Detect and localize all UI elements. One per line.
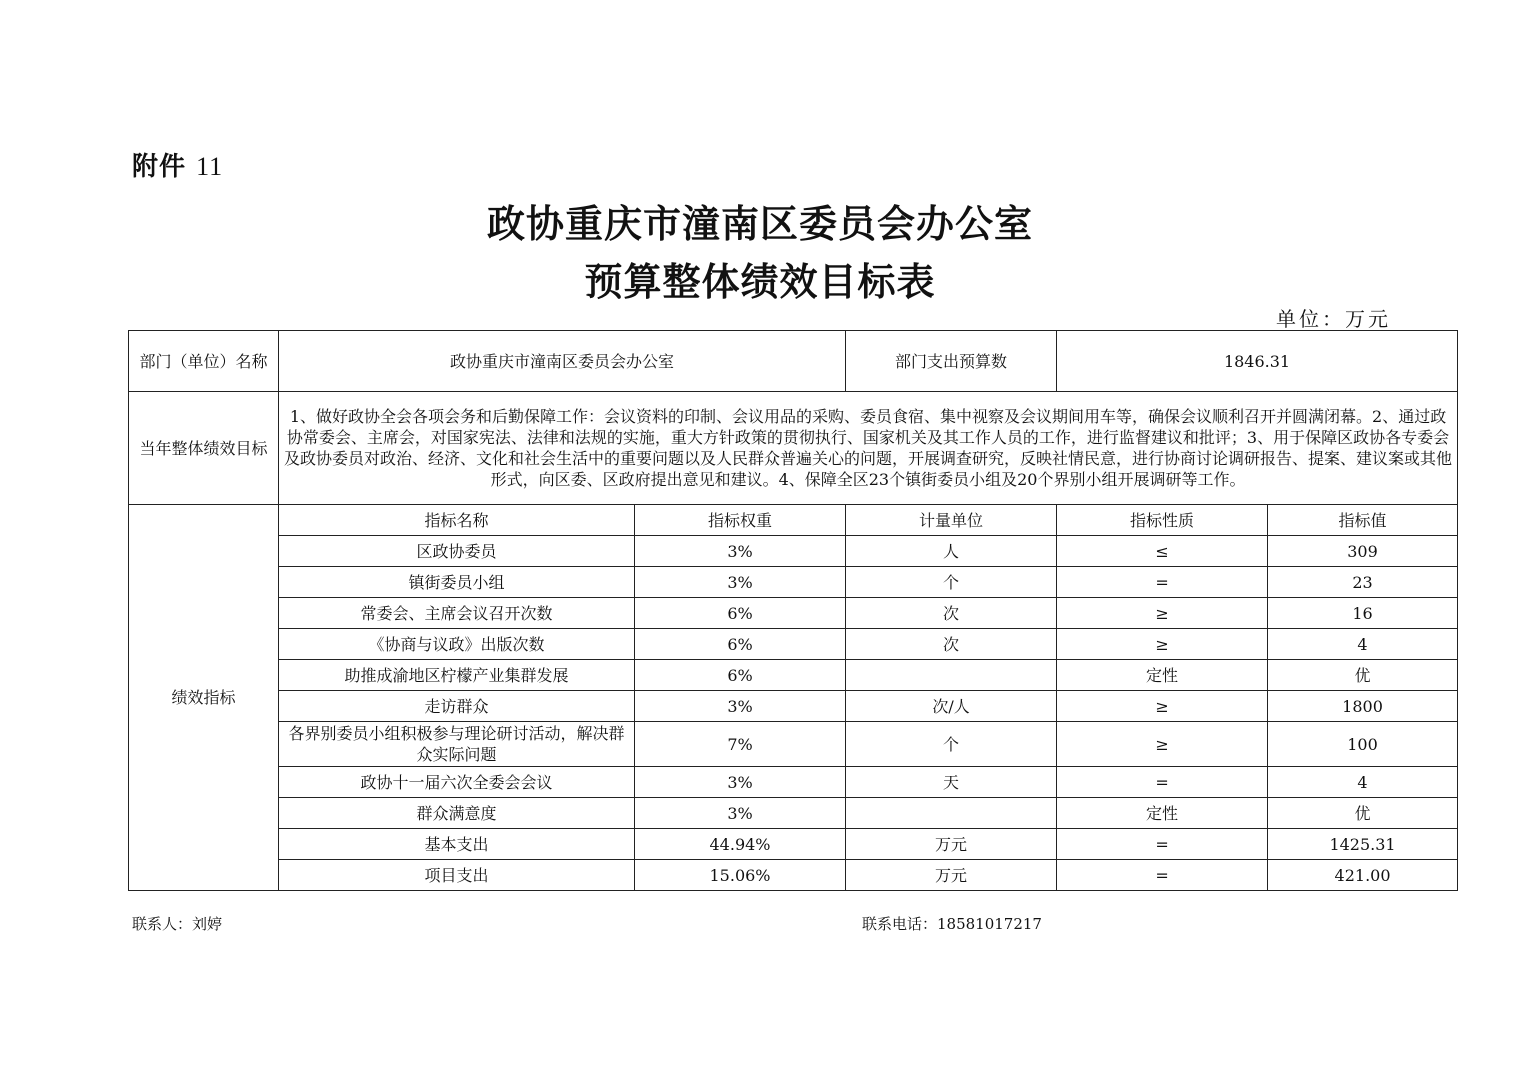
row-name: 项目支出	[279, 860, 635, 891]
row-unit: 万元	[846, 860, 1057, 891]
table-row	[129, 598, 1458, 629]
row-weight: 15.06%	[635, 860, 846, 891]
row-name: 助推成渝地区柠檬产业集群发展	[279, 660, 635, 691]
budget-value-cell: 1846.31	[1057, 331, 1458, 392]
row-unit	[846, 660, 1057, 691]
row-nature: =	[1057, 829, 1268, 860]
performance-table	[128, 330, 1458, 891]
row-value: 421.00	[1268, 860, 1458, 891]
table-row	[129, 829, 1458, 860]
dept-row	[129, 331, 1458, 392]
table-row	[129, 660, 1458, 691]
row-weight: 3%	[635, 567, 846, 598]
row-unit: 万元	[846, 829, 1057, 860]
row-unit: 人	[846, 536, 1057, 567]
page-title-line1: 政协重庆市潼南区委员会办公室	[486, 201, 1033, 246]
row-nature: 定性	[1057, 798, 1268, 829]
row-name: 政协十一届六次全委会会议	[279, 767, 635, 798]
dept-value-cell: 政协重庆市潼南区委员会办公室	[279, 331, 846, 392]
row-unit	[846, 798, 1057, 829]
table-row	[129, 567, 1458, 598]
row-value: 309	[1268, 536, 1458, 567]
row-nature: ≥	[1057, 691, 1268, 722]
row-nature: ≥	[1057, 598, 1268, 629]
row-nature: =	[1057, 767, 1268, 798]
row-nature: ≥	[1057, 629, 1268, 660]
header-nature: 指标性质	[1057, 505, 1268, 536]
header-weight: 指标权重	[635, 505, 846, 536]
row-weight: 7%	[635, 722, 846, 767]
row-weight: 6%	[635, 598, 846, 629]
attachment-label	[132, 146, 223, 183]
row-nature: ≤	[1057, 536, 1268, 567]
row-unit: 天	[846, 767, 1057, 798]
row-name: 《协商与议政》出版次数	[279, 629, 635, 660]
row-value: 4	[1268, 767, 1458, 798]
goal-row	[129, 392, 1458, 505]
row-nature: =	[1057, 860, 1268, 891]
row-name: 基本支出	[279, 829, 635, 860]
row-name: 常委会、主席会议召开次数	[279, 598, 635, 629]
row-unit: 个	[846, 722, 1057, 767]
table-row	[129, 691, 1458, 722]
goal-text-cell: 1、做好政协全会各项会务和后勤保障工作：会议资料的印制、会议用品的采购、委员食宿、集中视察及会议期间用车等，确保会议顺利召开并圆满闭幕。2、通过政协常委会、主席会，对国家宪法、法律和法规的实施，重大方针政策的贯彻执行、国家机关及其工作人员的工作，进行监督建议和批评；3、用于保障区政协各专委会及政协委员对政治、经济、文化和社会生活中的重要问题以及人民群众普遍关心的问题，开展调查研究，反映社情民意，进行协商讨论调研报告、提案、建议案或其他形式，向区委、区政府提出意见和建议。4、保障全区23个镇街委员小组及20个界别小组开展调研等工作。	[279, 392, 1458, 505]
row-name: 各界别委员小组积极参与理论研讨活动，解决群众实际问题	[279, 722, 635, 767]
row-name: 走访群众	[279, 691, 635, 722]
row-name: 镇街委员小组	[279, 567, 635, 598]
header-value: 指标值	[1268, 505, 1458, 536]
row-weight: 6%	[635, 629, 846, 660]
table-row	[129, 767, 1458, 798]
table-row	[129, 798, 1458, 829]
table-row	[129, 860, 1458, 891]
unit-label: 单位：万元	[1276, 307, 1391, 331]
row-nature: 定性	[1057, 660, 1268, 691]
contact-person: 联系人：刘婷	[132, 915, 223, 933]
row-weight: 3%	[635, 798, 846, 829]
row-value: 4	[1268, 629, 1458, 660]
attachment-number: 11	[196, 152, 224, 181]
table-row	[129, 536, 1458, 567]
table-row	[129, 722, 1458, 767]
row-value: 16	[1268, 598, 1458, 629]
dept-label-cell: 部门（单位）名称	[129, 331, 279, 392]
row-nature: =	[1057, 567, 1268, 598]
indicator-header-row	[129, 505, 1458, 536]
row-weight: 3%	[635, 691, 846, 722]
row-value: 1800	[1268, 691, 1458, 722]
budget-label-cell: 部门支出预算数	[846, 331, 1057, 392]
row-weight: 44.94%	[635, 829, 846, 860]
row-unit: 次/人	[846, 691, 1057, 722]
contact-phone: 联系电话：18581017217	[862, 915, 1042, 933]
row-value: 优	[1268, 798, 1458, 829]
row-weight: 6%	[635, 660, 846, 691]
row-weight: 3%	[635, 767, 846, 798]
row-value: 1425.31	[1268, 829, 1458, 860]
page-title-line2: 预算整体绩效目标表	[584, 259, 936, 304]
row-value: 优	[1268, 660, 1458, 691]
row-value: 23	[1268, 567, 1458, 598]
goal-label-cell: 当年整体绩效目标	[129, 392, 279, 505]
indicator-label-cell: 绩效指标	[129, 505, 279, 891]
row-name: 群众满意度	[279, 798, 635, 829]
row-weight: 3%	[635, 536, 846, 567]
table-row	[129, 629, 1458, 660]
header-unit: 计量单位	[846, 505, 1057, 536]
row-unit: 次	[846, 629, 1057, 660]
row-unit: 个	[846, 567, 1057, 598]
row-name: 区政协委员	[279, 536, 635, 567]
header-name: 指标名称	[279, 505, 635, 536]
row-nature: ≥	[1057, 722, 1268, 767]
row-unit: 次	[846, 598, 1057, 629]
row-value: 100	[1268, 722, 1458, 767]
attachment-text: 附件	[132, 152, 187, 182]
